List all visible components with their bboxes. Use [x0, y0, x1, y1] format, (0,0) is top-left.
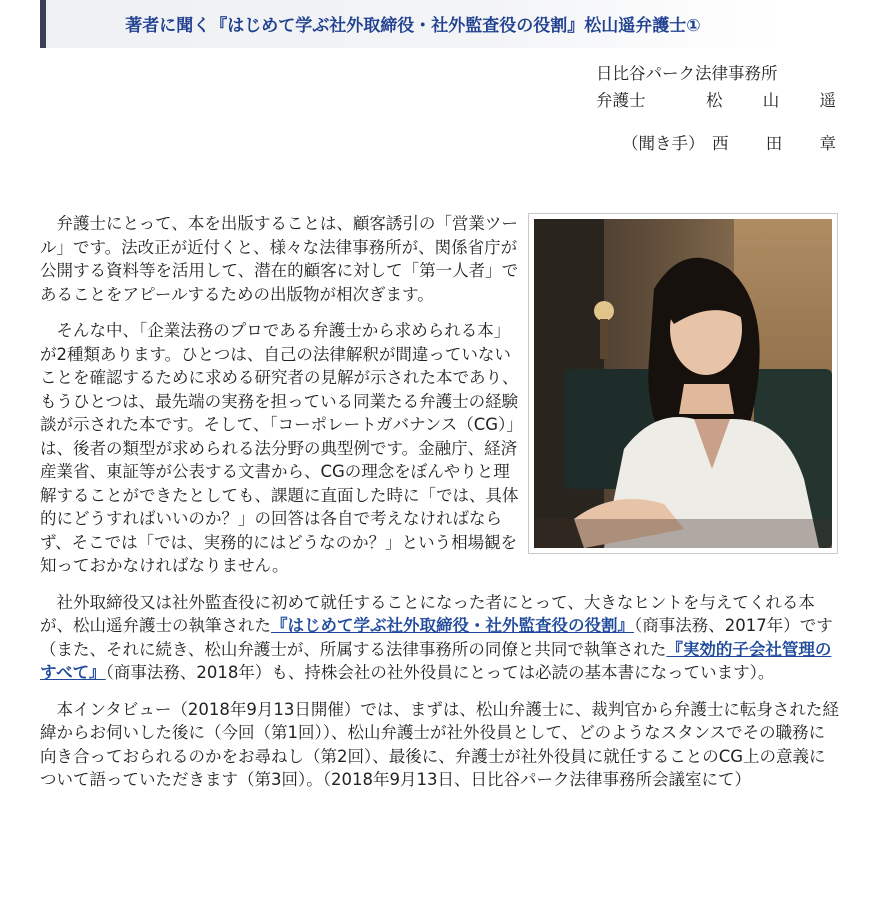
paragraph-1: 弁護士にとって、本を出版することは、顧客誘引の「営業ツール」です。法改正が近付くと、様々な法律事務所が、関係省庁が公開する資料等を活用して、潜在的顧客に対して「第一人者」であることをアピールするための出版物が相次ぎます。 [40, 214, 519, 304]
paragraph-3 [40, 591, 840, 685]
interviewer-name-part: 章 [819, 134, 836, 153]
photo-float-spacer [522, 212, 840, 548]
paragraph-2: そんな中、「企業法務のプロである弁護士から求められる本」が2種類あります。ひとつは、自己の法律解釈が間違っていないことを確認するために求める研究者の見解が示された本であり、もうひとつは、最先端の実務を担っている同業たる弁護士の経験談が示された本です。そして、「コーポレートガバナンス（CG）」は、後者の類型が求められる法分野の典型例です。金融庁、経済産業省、東証等が公表する文書から、CGの理念をぼんやりと理解することができたとしても、課題に直面した時に「では、具体的にどうすればいいのか？」の回答は各自で考えなければならず、そこでは「では、実務的にはどうなのか？」という相場観を知っておかなければなりません。 [40, 321, 519, 575]
author-role: 弁護士 [596, 91, 646, 110]
author-name-part: 遥 [819, 91, 836, 110]
author-name-part: 山 [762, 91, 780, 110]
byline-author [596, 91, 836, 111]
article-body [40, 212, 840, 805]
title-bar [40, 0, 780, 48]
interviewer-role: （聞き手） [622, 134, 705, 153]
byline-organization: 日比谷パーク法律事務所 [596, 64, 778, 83]
author-name-part: 松 [706, 91, 723, 110]
interviewer-name-part: 西 [712, 134, 729, 153]
paragraph-3-text-b: （商事法務、2017年）です（また、それに続き、松山弁護士が、所属する法律事務所の同僚と共同で執筆された [40, 616, 833, 659]
article-title: 著者に聞く『はじめて学ぶ社外取締役・社外監査役の役割』松山遥弁護士① [125, 16, 701, 36]
paragraph-3-text-c: （商事法務、2018年）も、持株会社の社外役員にとっては必読の基本書になっています）。 [105, 663, 775, 682]
byline-interviewer [622, 134, 836, 154]
interviewer-name-part: 田 [765, 134, 783, 153]
book-link-hajimete[interactable]: 『はじめて学ぶ社外取締役・社外監査役の役割』 [271, 616, 634, 635]
paragraph-3-text-a: 社外取締役又は社外監査役に初めて就任することになった者にとって、大きなヒントを与えてくれる本が、松山遥弁護士の執筆された [40, 592, 815, 635]
paragraph-4: 本インタビュー（2018年9月13日開催）では、まずは、松山弁護士に、裁判官から弁護士に転身された経緯からお伺いした後に（今回（第1回））、松山弁護士が社外役員として、どのようなスタンスでその職務に向き合っておられるのかをお尋ねし（第2回）、最後に、弁護士が社外役員に就任することのCG上の意義について語っていただきます（第3回）。（2018年9月13日、日比谷パーク法律事務所会議室にて） [40, 699, 839, 789]
book-link-kogaisha[interactable]: 『実効的子会社管理のすべて』 [40, 639, 832, 682]
